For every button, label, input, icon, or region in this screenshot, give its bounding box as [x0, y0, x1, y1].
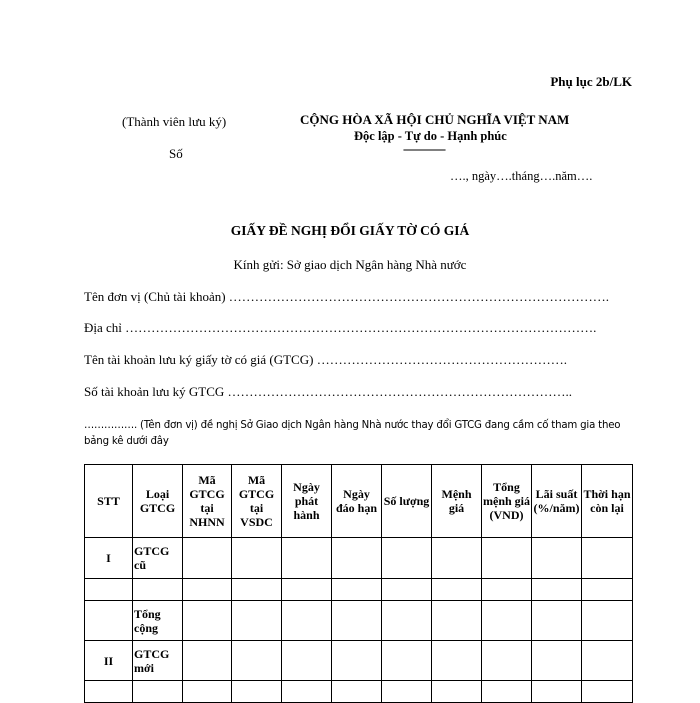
table-cell [432, 641, 482, 681]
table-cell [382, 681, 432, 703]
header-stt: STT [85, 465, 133, 538]
table-cell [582, 601, 633, 641]
table-cell [582, 538, 633, 579]
national-title: CỘNG HÒA XÃ HỘI CHỦ NGHĨA VIỆT NAM [300, 112, 570, 127]
document-title: GIẤY ĐỀ NGHỊ ĐỔI GIẤY TỜ CÓ GIÁ [230, 223, 470, 238]
header-remaining-term: Thời hạn còn lại [582, 465, 633, 538]
appendix-label: Phụ lục 2b/LK [550, 74, 632, 89]
field-account-name: Tên tài khoản lưu ký giấy tờ có giá (GTCG) …………………………………………………. [84, 352, 567, 367]
cell-stt: I [85, 538, 133, 579]
table-cell [232, 579, 282, 601]
table-cell [482, 601, 532, 641]
cell-stt [85, 601, 133, 641]
cell-type: GTCG mới [133, 641, 183, 681]
table-cell [432, 579, 482, 601]
cell-type [133, 681, 183, 703]
table-cell [183, 538, 232, 579]
header-face-value: Mệnh giá [432, 465, 482, 538]
table-cell [482, 641, 532, 681]
field-address: Địa chỉ ………………………………………………………………………………………………. [84, 320, 597, 335]
table-cell [582, 681, 633, 703]
table-cell [183, 641, 232, 681]
table-cell [432, 681, 482, 703]
table-row [85, 538, 633, 579]
header-code-vsdc: Mã GTCG tại VSDC [232, 465, 282, 538]
table-cell [432, 538, 482, 579]
table-cell [232, 681, 282, 703]
document-number-label: Số [169, 146, 183, 161]
request-paragraph: ……………. (Tên đơn vị) đề nghị Sở Giao dịch Ngân hàng Nhà nước thay đổi GTCG đang cầm cố tham gia theo bảng kê dưới đây [84, 420, 621, 447]
table-cell [282, 601, 332, 641]
header-interest-rate: Lãi suất (%/năm) [532, 465, 582, 538]
table-header-row [85, 465, 633, 538]
table-cell [532, 538, 582, 579]
table-cell [282, 681, 332, 703]
national-motto: Độc lập - Tự do - Hạnh phúc [354, 129, 507, 143]
header-quantity: Số lượng [382, 465, 432, 538]
table-cell [582, 579, 633, 601]
cell-stt [85, 579, 133, 601]
table-cell [532, 579, 582, 601]
table-row [85, 641, 633, 681]
header-divider: -------------- [403, 142, 445, 156]
table-cell [532, 681, 582, 703]
table-cell [183, 579, 232, 601]
table-row [85, 601, 633, 641]
table-cell [232, 538, 282, 579]
table-cell [332, 601, 382, 641]
table-cell [332, 681, 382, 703]
table-cell [382, 641, 432, 681]
table-cell [282, 579, 332, 601]
table-row [85, 681, 633, 703]
table-cell [232, 641, 282, 681]
header-type: Loại GTCG [133, 465, 183, 538]
table-cell [232, 601, 282, 641]
date-line: …., ngày….tháng….năm…. [450, 169, 593, 183]
header-code-nhnn: Mã GTCG tại NHNN [183, 465, 232, 538]
cell-type: GTCG cũ [133, 538, 183, 579]
table-cell [482, 579, 532, 601]
table-cell [432, 601, 482, 641]
securities-table [84, 464, 633, 703]
table-cell [482, 538, 532, 579]
table-cell [332, 538, 382, 579]
table-cell [532, 641, 582, 681]
cell-stt [85, 681, 133, 703]
cell-type: Tổng cộng [133, 601, 183, 641]
table-cell [282, 641, 332, 681]
table-cell [532, 601, 582, 641]
cell-stt: II [85, 641, 133, 681]
table-cell [183, 601, 232, 641]
field-unit-name: Tên đơn vị (Chủ tài khoản) ……………………………………………………………………………. [84, 289, 610, 304]
table-cell [282, 538, 332, 579]
addressee-line: Kính gửi: Sở giao dịch Ngân hàng Nhà nước [233, 257, 467, 272]
table-row [85, 579, 633, 601]
header-total-face-value: Tổng mệnh giá (VND) [482, 465, 532, 538]
table-cell [482, 681, 532, 703]
cell-type [133, 579, 183, 601]
table-cell [332, 579, 382, 601]
table-cell [582, 641, 633, 681]
table-cell [183, 681, 232, 703]
table-cell [382, 579, 432, 601]
header-maturity-date: Ngày đáo hạn [332, 465, 382, 538]
table-cell [382, 601, 432, 641]
member-label: (Thành viên lưu ký) [122, 114, 227, 129]
table-cell [382, 538, 432, 579]
field-account-number: Số tài khoản lưu ký GTCG …………………………………………………………………….. [84, 384, 573, 399]
header-issue-date: Ngày phát hành [282, 465, 332, 538]
table-cell [332, 641, 382, 681]
